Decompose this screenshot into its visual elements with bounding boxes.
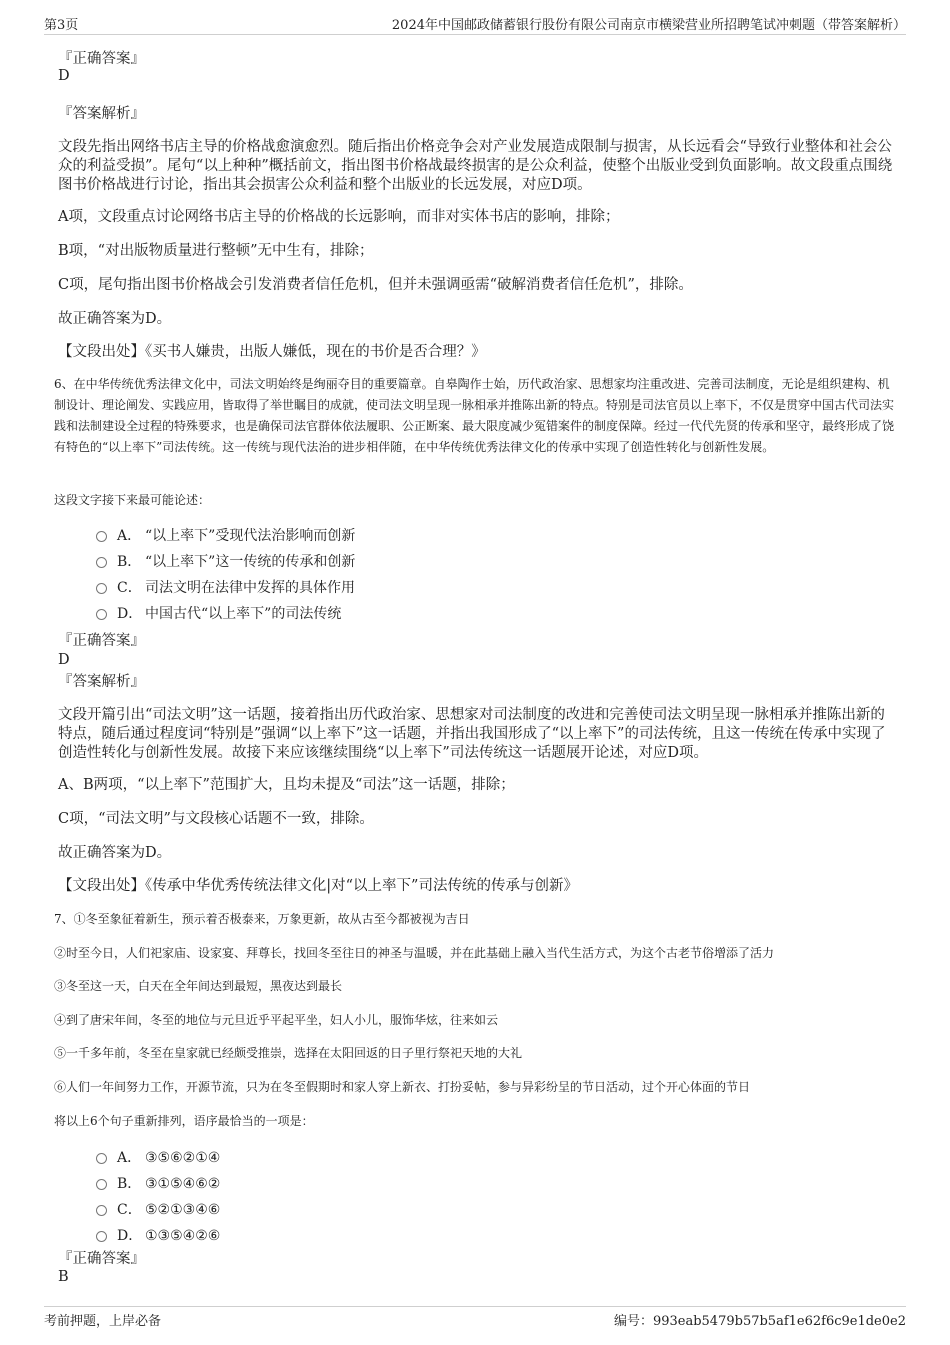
q6-analysis-conclusion: 故正确答案为D。 [58,845,172,861]
q6-option-c[interactable] [96,579,355,597]
radio-icon[interactable] [96,1231,107,1242]
q7-option-b[interactable] [96,1175,220,1193]
q6-analysis-main: 文段开篇引出“司法文明”这一话题，接着指出历代政治家、思想家对司法制度的改进和完善使司法文明呈现一脉相承并推陈出新的特点，随后通过程度词“特别是”强调“以上率下”这一话题，并指出我国形成了“以上率下”的司法传统，且这一传统在传承中实现了创造性转化与创新性发展。故接下来应该继续围绕“以上率下”司法传统这一话题展开论述，对应D项。 [58,707,886,761]
q5-analysis-main: 文段先指出网络书店主导的价格战愈演愈烈。随后指出价格竞争会对产业发展造成限制与损害，从长远看会“导致行业整体和社会公众的利益受损”。尾句“以上种种”概括前文，指出图书价格战最终损害的是公众利益，使整个出版业受到负面影响。故文段重点围绕图书价格战进行讨论，指出其会损害公众利益和整个出版业的长远发展，对应D项。 [58,139,893,193]
footer-slogan: 考前押题，上岸必备 [44,1314,162,1329]
option-text: 中国古代“以上率下”的司法传统 [145,606,342,622]
option-key: A． [117,1150,142,1166]
radio-icon[interactable] [96,557,107,568]
q7-sentence-5: ⑤一千多年前，冬至在皇家就已经颇受推崇，选择在太阳回返的日子里行祭祀天地的大礼 [54,1046,523,1060]
option-key: C． [117,580,142,596]
q7-prompt: 将以上6个句子重新排列，语序最恰当的一项是： [54,1114,314,1128]
radio-icon[interactable] [96,1205,107,1216]
q5-analysis-conclusion: 故正确答案为D。 [58,311,172,327]
radio-icon[interactable] [96,531,107,542]
page-footer [44,1306,906,1331]
q6-answer: D [58,652,70,668]
q5-analysis-b: B项，“对出版物质量进行整顿”无中生有，排除； [58,243,374,259]
option-key: D． [117,606,143,622]
q6-stem: 6、在中华传统优秀法律文化中，司法文明始终是绚丽夺目的重要篇章。自皋陶作士始，历代政治家、思想家均注重改进、完善司法制度，无论是组织建构、机制设计、理论阐发、实践应用，皆取得了举世瞩目的成就，使司法文明呈现一脉相承并推陈出新的特点。特别是司法官员以上率下，不仅是贯穿中国古代司法实践和法制建设全过程的特殊要求，也是确保司法官群体依法履职、公正断案、最大限度减少冤错案件的制度保障。经过一代代先贤的传承和坚守，最终形成了饶有特色的“以上率下”司法传统。这一传统与现代法治的进步相伴随，在中华传统优秀法律文化的传承中实现了创造性转化与创新性发展。 [54,377,895,454]
q5-analysis-label: 『答案解析』 [58,106,145,122]
q5-answer-label: 『正确答案』 [58,51,145,67]
q7-option-c[interactable] [96,1201,220,1219]
option-key: D． [117,1228,143,1244]
q5-analysis-c: C项，尾句指出图书价格战会引发消费者信任危机，但并未强调亟需“破解消费者信任危机”，排除。 [58,277,693,293]
option-key: A． [117,528,142,544]
q7-sentence-2: ②时至今日，人们祀家庙、设家宴、拜尊长，找回冬至往日的神圣与温暖，并在此基础上融入当代生活方式，为这个古老节俗增添了活力 [54,946,775,960]
q7-answer: B [58,1269,69,1285]
option-text: “以上率下”这一传统的传承和创新 [145,554,356,570]
q7-sentence-4: ④到了唐宋年间，冬至的地位与元旦近乎平起平坐，妇人小儿，服饰华炫，往来如云 [54,1013,499,1027]
q7-sentence-1: 7、①冬至象征着新生，预示着否极泰来，万象更新，故从古至今都被视为吉日 [54,912,470,926]
option-text: ⑤②①③④⑥ [145,1202,221,1218]
page-header [44,14,906,35]
q6-prompt: 这段文字接下来最可能论述： [54,493,211,507]
radio-icon[interactable] [96,1153,107,1164]
q7-answer-label: 『正确答案』 [58,1251,145,1267]
q6-source: 【文段出处】《传承中华优秀传统法律文化|对“以上率下”司法传统的传承与创新》 [58,878,578,894]
q7-sentence-6: ⑥人们一年间努力工作，开源节流，只为在冬至假期时和家人穿上新衣、打扮妥帖，参与异彩纷呈的节日活动，过个开心体面的节日 [54,1080,751,1094]
q6-option-d[interactable] [96,605,341,623]
q7-sentence-3: ③冬至这一天，白天在全年间达到最短，黑夜达到最长 [54,979,343,993]
q6-option-b[interactable] [96,553,355,571]
q5-analysis-a: A项，文段重点讨论网络书店主导的价格战的长远影响，而非对实体书店的影响，排除； [58,209,620,225]
page-number: 第3页 [44,18,79,33]
option-key: B． [117,1176,142,1192]
option-text: ③⑤⑥②①④ [145,1150,221,1166]
q7-option-d[interactable] [96,1227,220,1245]
document-code: 编号：993eab5479b57b5af1e62f6c9e1de0e2 [613,1314,906,1329]
q6-analysis-c: C项，“司法文明”与文段核心话题不一致，排除。 [58,811,374,827]
radio-icon[interactable] [96,609,107,620]
option-key: C． [117,1202,142,1218]
q6-answer-label: 『正确答案』 [58,633,145,649]
option-key: B． [117,554,142,570]
option-text: 司法文明在法律中发挥的具体作用 [145,580,355,596]
q5-source: 【文段出处】《买书人嫌贵，出版人嫌低，现在的书价是否合理？》 [58,344,486,360]
q6-analysis-ab: A、B两项，“以上率下”范围扩大，且均未提及“司法”这一话题，排除； [58,777,515,793]
radio-icon[interactable] [96,1179,107,1190]
q5-answer: D [58,68,70,84]
q6-analysis-label: 『答案解析』 [58,674,145,690]
option-text: “以上率下”受现代法治影响而创新 [145,528,356,544]
option-text: ③①⑤④⑥② [145,1176,221,1192]
option-text: ①③⑤④②⑥ [145,1228,221,1244]
q6-option-a[interactable] [96,527,355,545]
radio-icon[interactable] [96,583,107,594]
q7-option-a[interactable] [96,1149,220,1167]
document-title: 2024年中国邮政储蓄银行股份有限公司南京市横梁营业所招聘笔试冲刺题（带答案解析） [391,18,906,33]
